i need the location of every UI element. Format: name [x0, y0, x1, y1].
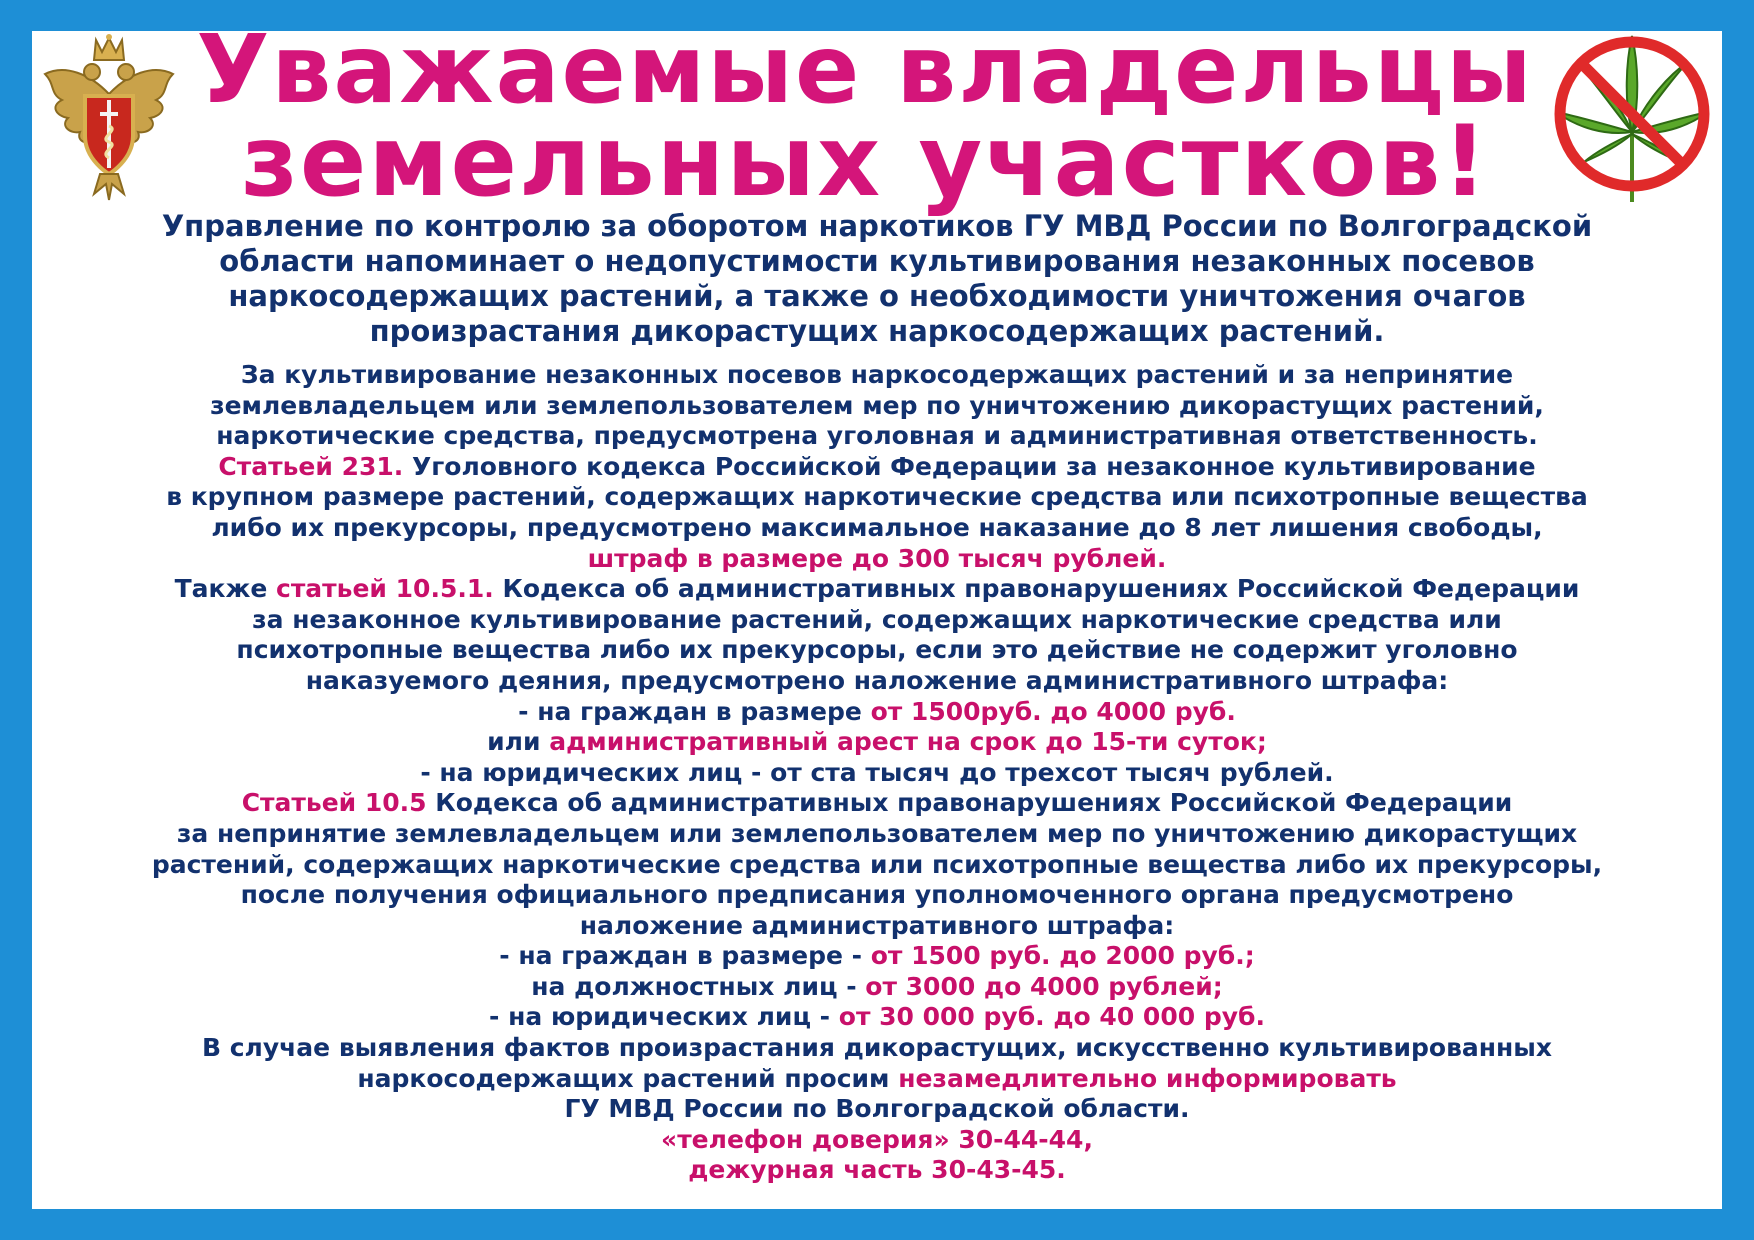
article-1051-heading: [40, 574, 1714, 605]
main-body-text: [40, 360, 1714, 1186]
article-105-label: Статьей 10.5: [241, 788, 427, 818]
article-1051-legal-fine: - на юридических лиц - от ста тысяч до трехсот тысяч рублей.: [420, 757, 1334, 787]
fine-prefix: - на граждан в размере -: [499, 941, 871, 971]
closing-request-highlight: незамедлительно информировать: [898, 1063, 1397, 1093]
fine-amount: от 3000 до 4000 рублей;: [865, 971, 1223, 1001]
article-1051-label: статьей 10.5.1.: [276, 574, 494, 604]
article-105-officials-fine: [40, 972, 1714, 1003]
duty-phone: дежурная часть 30-43-45.: [688, 1155, 1066, 1185]
title-line-1: Уважаемые владельцы: [196, 15, 1534, 125]
coat-of-arms-emblem-icon: [40, 34, 178, 204]
intro-line: наркосодержащих растений, а также о необходимости уничтожения очагов: [228, 279, 1526, 313]
body-line: психотропные вещества либо их прекурсоры, если это действие не содержит уголовно: [236, 635, 1518, 665]
closing-request: [40, 1064, 1714, 1095]
fine-prefix: - на юридических лиц -: [489, 1002, 839, 1032]
body-line: за незаконное культивирование растений, содержащих наркотические средства или: [252, 604, 1502, 634]
article-231-label: Статьей 231.: [218, 451, 404, 481]
title-line-2: земельных участков!: [240, 105, 1490, 219]
closing-line: В случае выявления фактов произрастания дикорастущих, искусственно культивированных: [201, 1033, 1553, 1063]
article-105-legal-fine: [40, 1002, 1714, 1033]
fine-prefix: на должностных лиц -: [531, 971, 866, 1001]
body-line: За культивирование незаконных посевов наркосодержащих растений и за непринятие: [240, 360, 1514, 389]
intro-paragraph: [60, 209, 1694, 349]
arrest-text: административный арест на срок до 15-ти суток;: [549, 727, 1267, 757]
body-line: за непринятие землевладельцем или землепользователем мер по уничтожению дикорастущих: [176, 818, 1578, 848]
body-line: в крупном размере растений, содержащих наркотические средства или психотропные вещества: [166, 482, 1588, 512]
fine-amount: от 30 000 руб. до 40 000 руб.: [838, 1002, 1265, 1032]
article-105-heading: [40, 788, 1714, 819]
arrest-prefix: или: [487, 727, 550, 757]
fine-amount: от 1500 руб. до 2000 руб.;: [870, 941, 1255, 971]
article-105-text: Кодекса об административных правонарушениях Российской Федерации: [426, 788, 1513, 818]
closing-request-prefix: наркосодержащих растений просим: [357, 1063, 899, 1093]
body-line: либо их прекурсоры, предусмотрено максимальное наказание до 8 лет лишения свободы,: [211, 512, 1543, 542]
article-1051-text: Кодекса об административных правонарушениях Российской Федерации: [493, 574, 1580, 604]
intro-line: произрастания дикорастущих наркосодержащих растений.: [369, 314, 1385, 348]
closing-line: ГУ МВД России по Волгоградской области.: [564, 1094, 1190, 1124]
body-line: после получения официального предписания уполномоченного органа предусмотрено: [240, 880, 1514, 910]
intro-line: области напоминает о недопустимости культивирования незаконных посевов: [219, 244, 1535, 278]
body-line: растений, содержащих наркотические средства или психотропные вещества либо их прекурсоры,: [151, 849, 1603, 879]
article-231-text: Уголовного кодекса Российской Федерации за незаконное культивирование: [403, 451, 1536, 481]
body-line: землевладельцем или землепользователем мер по уничтожению дикорастущих растений,: [210, 390, 1544, 420]
body-line: наложение административного штрафа:: [579, 910, 1175, 940]
body-line: наркотические средства, предусмотрена уголовная и административная ответственность.: [216, 421, 1538, 451]
body-line: наказуемого деяния, предусмотрено наложение административного штрафа:: [305, 665, 1449, 695]
article-1051-arrest: [40, 727, 1714, 758]
article-105-citizens-fine: [40, 941, 1714, 972]
no-cannabis-sign-icon: [1546, 30, 1718, 205]
fine-amount: от 1500руб. до 4000 руб.: [870, 696, 1236, 726]
trust-phone: «телефон доверия» 30-44-44,: [661, 1124, 1093, 1154]
article-231-fine: штраф в размере до 300 тысяч рублей.: [587, 543, 1167, 573]
fine-prefix: - на граждан в размере: [518, 696, 871, 726]
article-1051-citizens-fine: [40, 697, 1714, 728]
poster-title: [190, 15, 1540, 219]
article-1051-prefix: Также: [174, 574, 276, 604]
intro-line: Управление по контролю за оборотом наркотиков ГУ МВД России по Волгоградской: [161, 209, 1593, 243]
article-231-heading: [40, 452, 1714, 483]
